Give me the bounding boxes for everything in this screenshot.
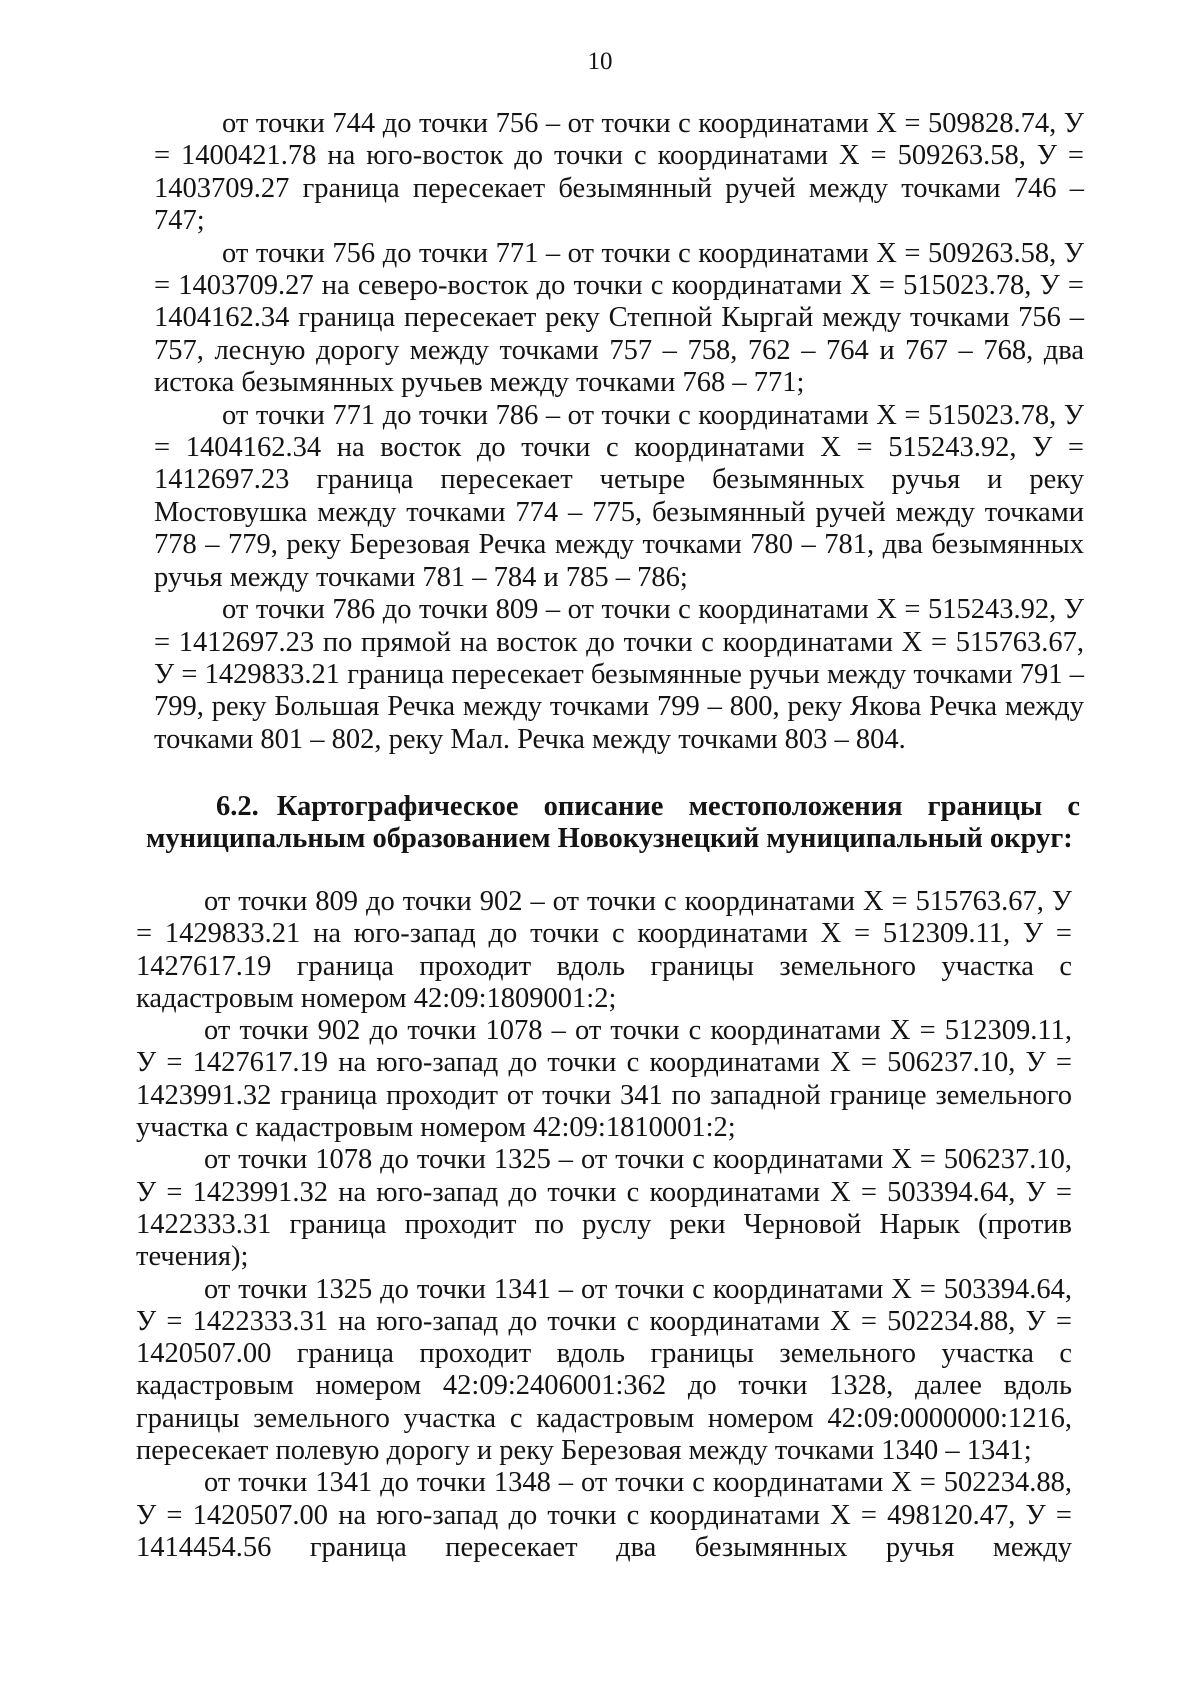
section-title: Картографическое описание местоположения границы с муниципальным образованием Новокузнецкий муниципальный округ:	[146, 791, 1080, 854]
boundary-description-top	[154, 108, 1084, 756]
section-heading	[146, 791, 1080, 855]
paragraph-744-756: от точки 744 до точки 756 – от точки с координатами Х = 509828.74, У = 1400421.78 на юго-восток до точки с координатами Х = 509263.58, У = 1403709.27 граница пересекает безымянный ручей между точками 746 – 747;	[154, 108, 1084, 237]
page-number: 10	[587, 48, 613, 75]
paragraph-771-786: от точки 771 до точки 786 – от точки с координатами Х = 515023.78, У = 1404162.34 на восток до точки с координатами Х = 515243.92, У = 1412697.23 граница пересекает четыре безымянных ручья и реку Мостовушка между точками 774 – 775, безымянный ручей между точками 778 – 779, реку Березовая Речка между точками 780 – 781, два безымянных ручья между точками 781 – 784 и 785 – 786;	[154, 399, 1084, 593]
paragraph-1341-1348: от точки 1341 до точки 1348 – от точки с координатами Х = 502234.88, У = 1420507.00 на юго-запад до точки с координатами Х = 498120.47, У = 1414454.56 граница пересекает два безымянных ручья между	[136, 1467, 1072, 1563]
paragraph-1078-1325: от точки 1078 до точки 1325 – от точки с координатами Х = 506237.10, У = 1423991.32 на юго-запад до точки с координатами Х = 503394.64, У = 1422333.31 граница проходит по руслу реки Черновой Нарык (против течения);	[136, 1144, 1072, 1273]
section-number: 6.2.	[216, 791, 259, 822]
boundary-description-bottom	[136, 886, 1072, 1564]
paragraph-902-1078: от точки 902 до точки 1078 – от точки с координатами Х = 512309.11, У = 1427617.19 на юго-запад до точки с координатами Х = 506237.10, У = 1423991.32 граница проходит от точки 341 по западной границе земельного участка с кадастровым номером 42:09:1810001:2;	[136, 1015, 1072, 1144]
paragraph-756-771: от точки 756 до точки 771 – от точки с координатами Х = 509263.58, У = 1403709.27 на северо-восток до точки с координатами Х = 515023.78, У = 1404162.34 граница пересекает реку Степной Кыргай между точками 756 – 757, лесную дорогу между точками 757 – 758, 762 – 764 и 767 – 768, два истока безымянных ручьев между точками 768 – 771;	[154, 237, 1084, 399]
paragraph-1325-1341: от точки 1325 до точки 1341 – от точки с координатами Х = 503394.64, У = 1422333.31 на юго-запад до точки с координатами Х = 502234.88, У = 1420507.00 граница проходит вдоль границы земельного участка с кадастровым номером 42:09:2406001:362 до точки 1328, далее вдоль границы земельного участка с кадастровым номером 42:09:0000000:1216, пересекает полевую дорогу и реку Березовая между точками 1340 – 1341;	[136, 1273, 1072, 1467]
paragraph-786-809: от точки 786 до точки 809 – от точки с координатами Х = 515243.92, У = 1412697.23 по прямой на восток до точки с координатами Х = 515763.67, У = 1429833.21 граница пересекает безымянные ручьи между точками 791 – 799, реку Большая Речка между точками 799 – 800, реку Якова Речка между точками 801 – 802, реку Мал. Речка между точками 803 – 804.	[154, 594, 1084, 755]
paragraph-809-902: от точки 809 до точки 902 – от точки с координатами Х = 515763.67, У = 1429833.21 на юго-запад до точки с координатами Х = 512309.11, У = 1427617.19 граница проходит вдоль границы земельного участка с кадастровым номером 42:09:1809001:2;	[136, 886, 1072, 1014]
